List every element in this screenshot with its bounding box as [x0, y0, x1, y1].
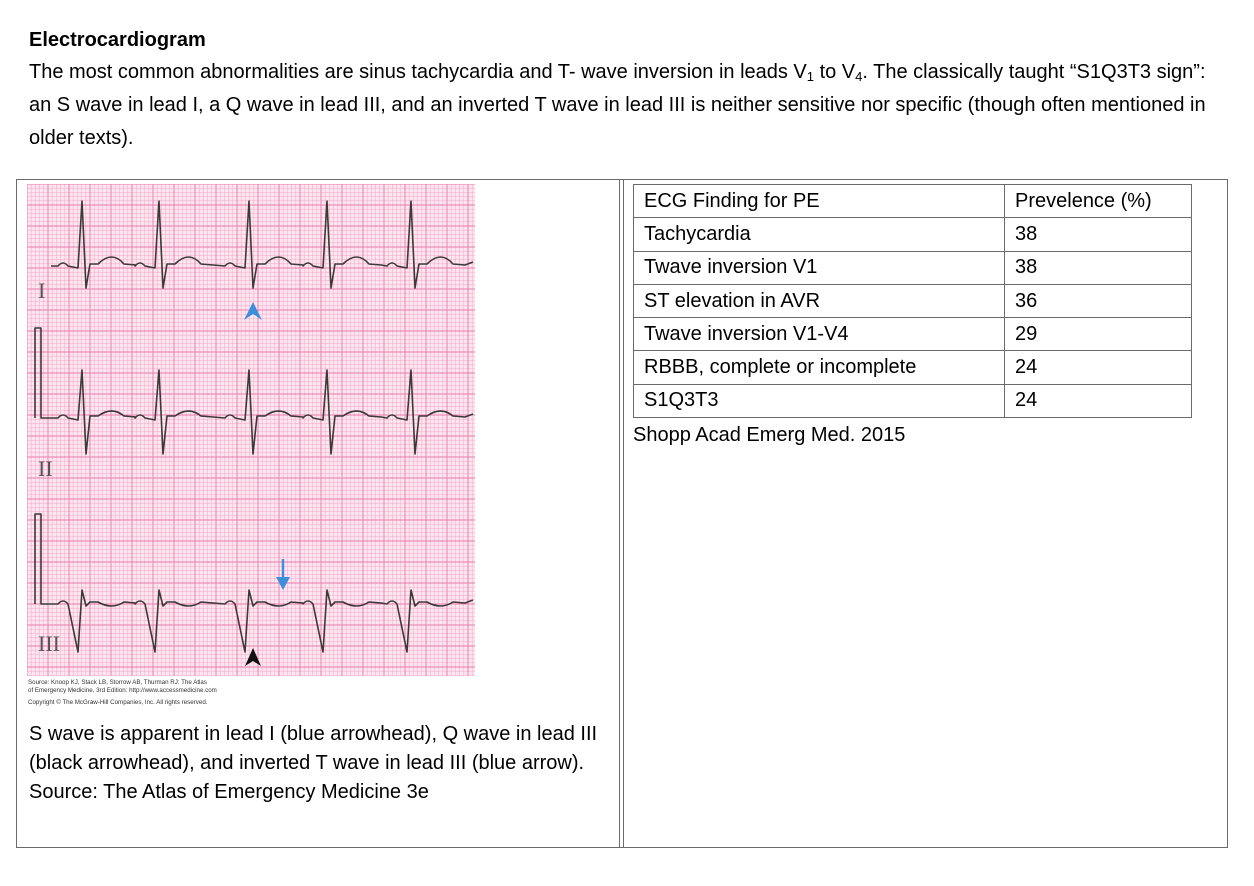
intro-paragraph — [29, 56, 1224, 155]
finding-cell: ST elevation in AVR — [634, 284, 1005, 317]
figure-caption: S wave is apparent in lead I (blue arrowhead), Q wave in lead III (black arrowhead), and inverted T wave in lead III (blue arrow). Source: The Atlas of Emergency Medicine 3e — [29, 723, 598, 803]
prevalence-cell: 24 — [1005, 351, 1192, 384]
prevalence-cell: 29 — [1005, 318, 1192, 351]
source-line-1: Source: Knoop KJ, Stack LB, Storrow AB, Thurman RJ: The Atlas — [28, 679, 207, 686]
finding-cell: Tachycardia — [634, 218, 1005, 251]
table-row — [634, 284, 1192, 317]
lead-label-i: I — [38, 278, 46, 303]
source-line-3: Copyright © The McGraw-Hill Companies, Inc. All rights reserved. — [28, 699, 208, 706]
source-line-2: of Emergency Medicine, 3rd Edition: http://www.accessmedicine.com — [28, 687, 217, 694]
prevalence-cell: 36 — [1005, 284, 1192, 317]
finding-cell: Twave inversion V1-V4 — [634, 318, 1005, 351]
table-header-row — [634, 185, 1192, 218]
table-row — [634, 351, 1192, 384]
table-row — [634, 318, 1192, 351]
findings-table — [633, 184, 1192, 418]
finding-cell: Twave inversion V1 — [634, 251, 1005, 284]
table-row — [634, 218, 1192, 251]
intro-text-1: The most common abnormalities are sinus tachycardia and T- wave inversion in leads V — [29, 61, 807, 83]
lead-label-iii: III — [38, 631, 60, 656]
finding-cell: RBBB, complete or incomplete — [634, 351, 1005, 384]
column-divider — [619, 179, 624, 848]
intro-text-2: to V — [814, 61, 856, 83]
ecg-image — [27, 184, 475, 706]
finding-cell: S1Q3T3 — [634, 384, 1005, 417]
intro-subscript-1: 1 — [806, 69, 815, 84]
intro-text-3: . The classically taught “S1Q3T3 sign”: an S wave in lead I, a Q wave in lead III, and an inverted T wave in lead III is neither sensitive nor specific (though often mentioned in older texts). — [29, 61, 1206, 149]
ecg-figure — [27, 184, 475, 706]
prevalence-cell: 38 — [1005, 251, 1192, 284]
table-row — [634, 251, 1192, 284]
prevalence-cell: 24 — [1005, 384, 1192, 417]
intro-subscript-2: 4 — [855, 69, 863, 84]
header-cell-prevalence: Prevelence (%) — [1005, 185, 1192, 218]
header-cell-finding: ECG Finding for PE — [634, 185, 1005, 218]
prevalence-cell: 38 — [1005, 218, 1192, 251]
lead-label-ii: II — [38, 456, 53, 481]
table-reference: Shopp Acad Emerg Med. 2015 — [633, 424, 906, 446]
table-row — [634, 384, 1192, 417]
section-heading: Electrocardiogram — [29, 29, 206, 51]
